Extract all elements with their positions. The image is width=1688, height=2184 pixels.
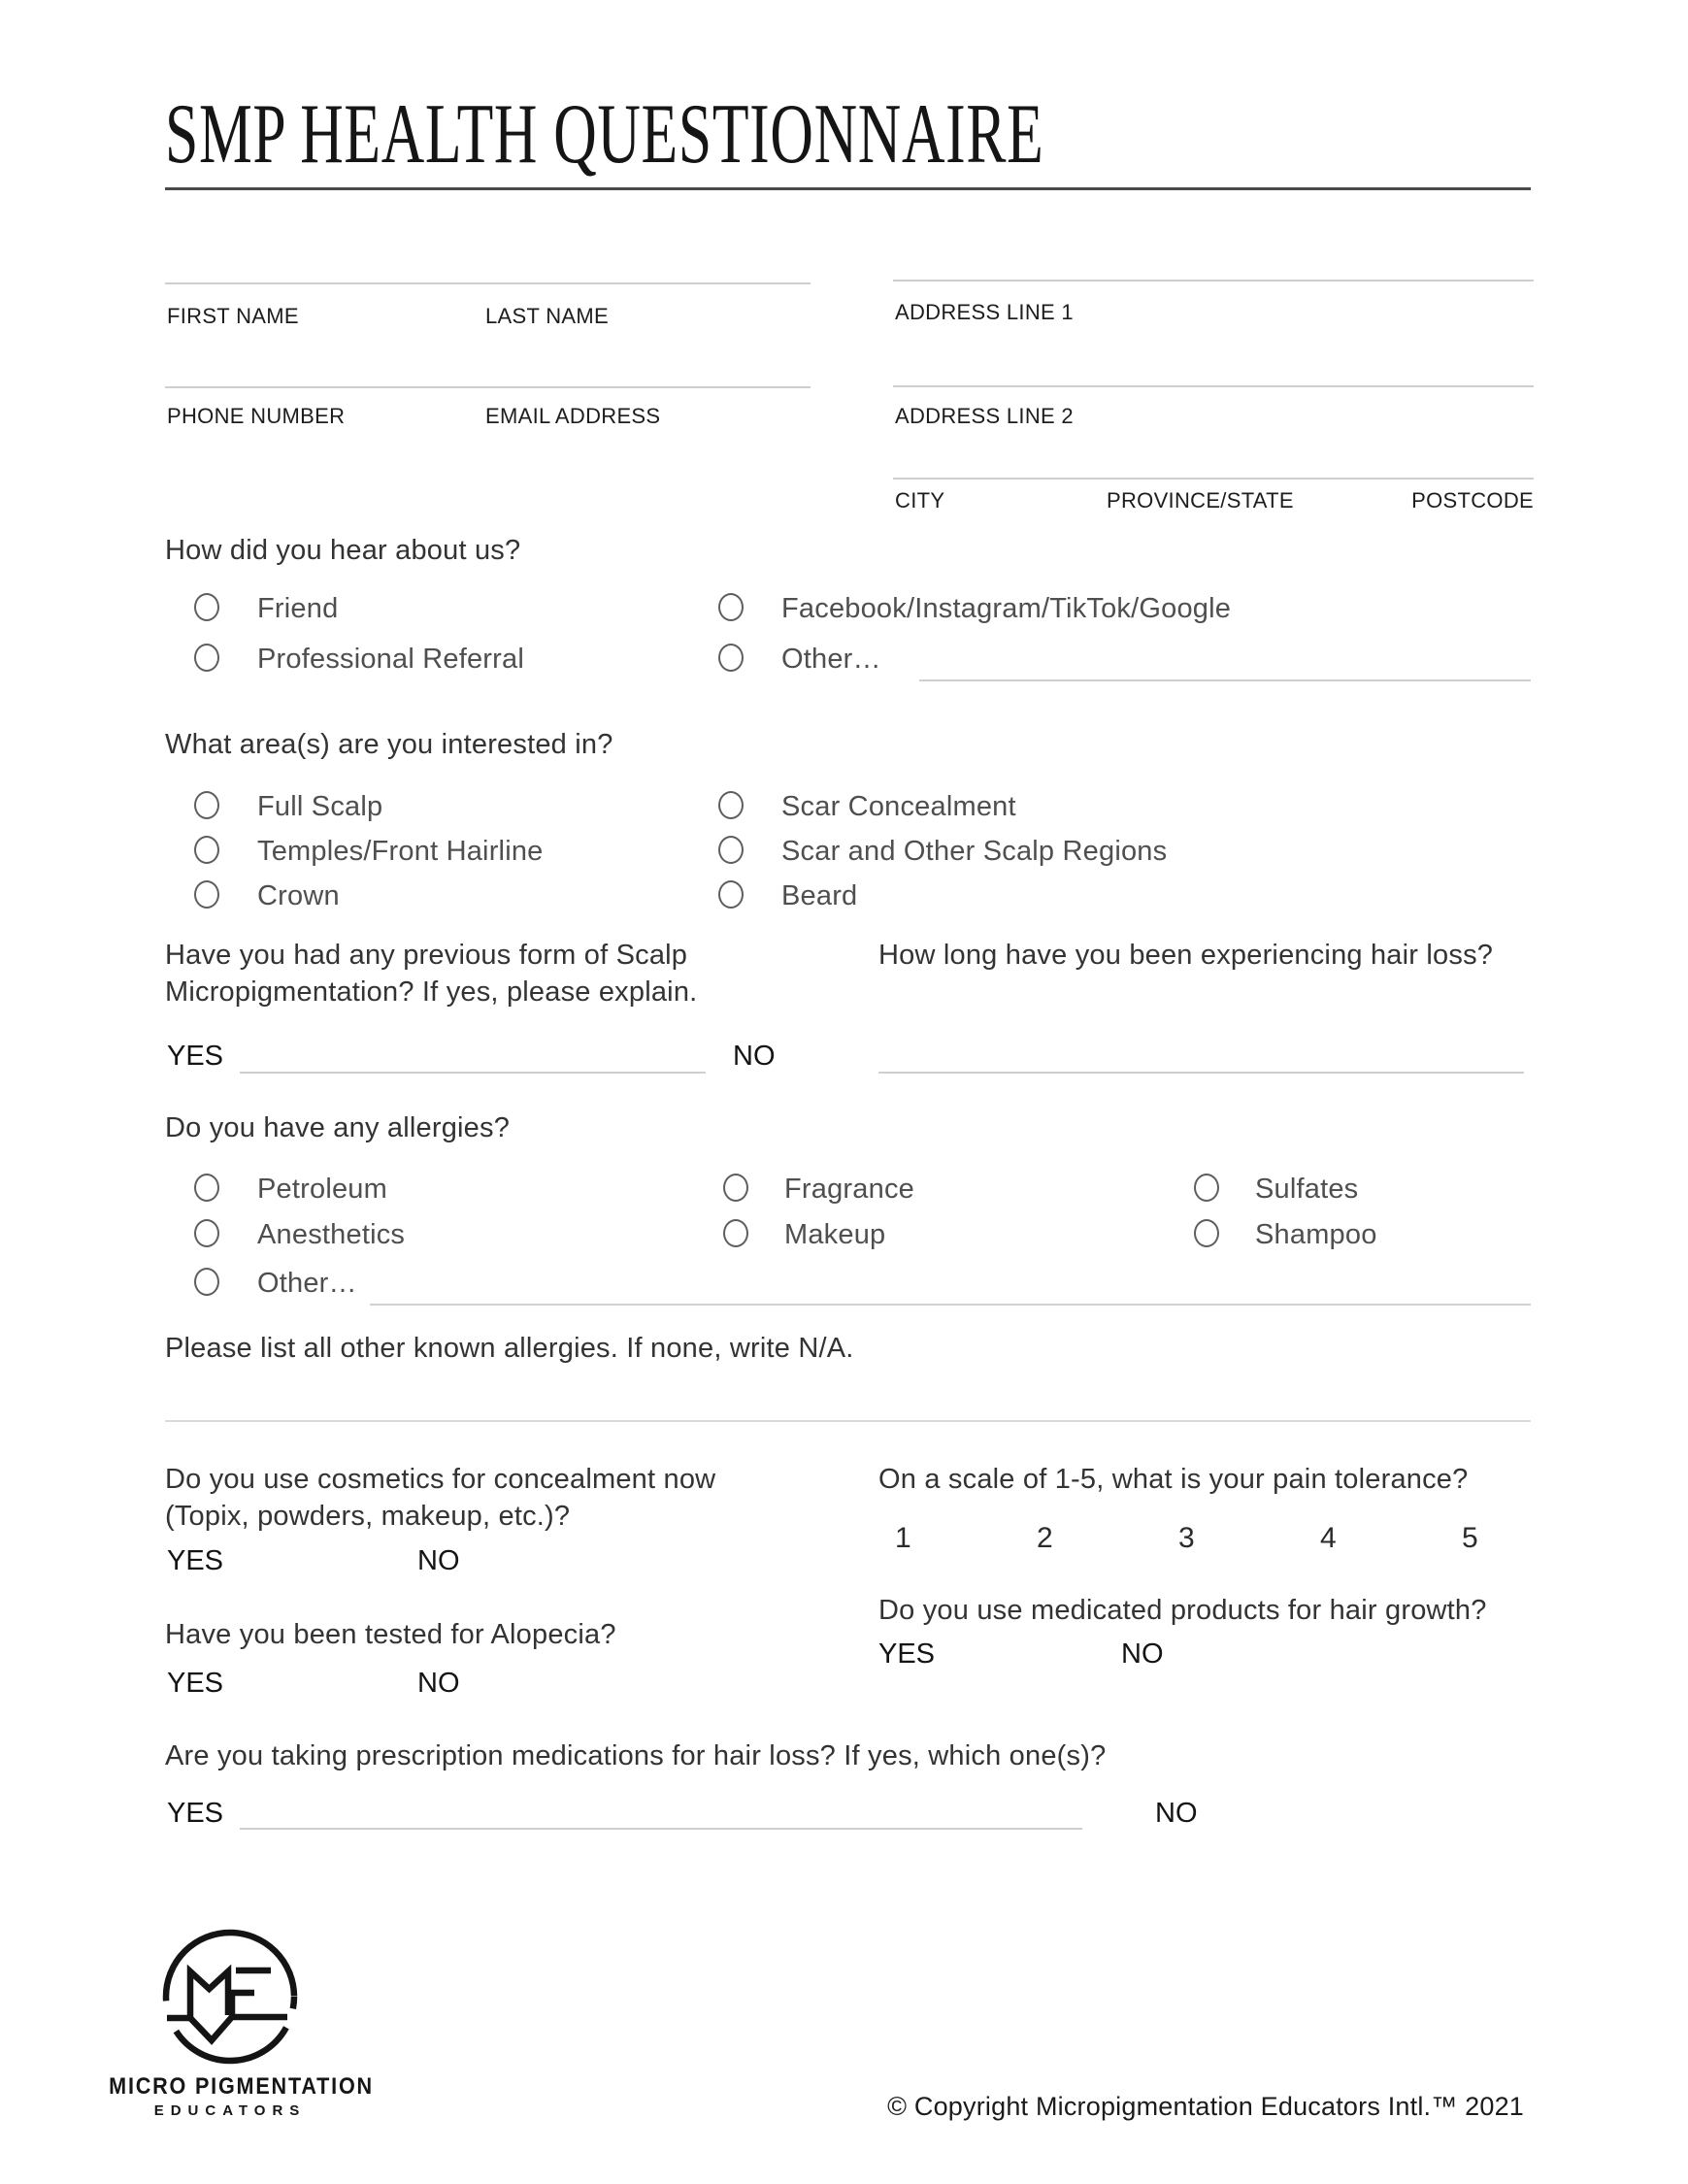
hear-option-professional-referral-label: Professional Referral [257,644,524,675]
allergy-other-input-line[interactable] [370,1304,1531,1306]
area-option-scar-concealment[interactable] [718,791,744,819]
cosmetics-yes[interactable]: YES [167,1545,224,1576]
allergy-option-makeup[interactable] [723,1219,748,1247]
hear-option-other[interactable] [718,644,744,672]
area-option-scar-concealment-label: Scar Concealment [781,791,1016,822]
radio-icon[interactable] [1194,1219,1219,1247]
allergy-option-fragrance-label: Fragrance [784,1174,914,1205]
me-monogram-icon [160,1925,306,2070]
pain-question: On a scale of 1-5, what is your pain tolerance? [878,1464,1469,1495]
prescription-input-line[interactable] [240,1828,1082,1830]
alopecia-no[interactable]: NO [417,1668,460,1699]
previous-smp-explain-input-line[interactable] [240,1072,706,1074]
postcode-label: POSTCODE [1411,488,1534,513]
medicated-no[interactable]: NO [1121,1638,1164,1670]
hair-loss-input-line[interactable] [878,1072,1524,1074]
address2-label: ADDRESS LINE 2 [895,404,1074,428]
previous-smp-question: Have you had any previous form of Scalp Micropigmentation? If yes, please explain. [165,940,698,1008]
pain-scale-1[interactable]: 1 [895,1522,911,1554]
prescription-yes[interactable]: YES [167,1798,224,1829]
area-option-temples-label: Temples/Front Hairline [257,836,544,867]
pain-scale-5[interactable]: 5 [1462,1522,1478,1554]
allergies-question: Do you have any allergies? [165,1112,511,1143]
first-name-label: FIRST NAME [167,304,299,328]
areas-question: What area(s) are you interested in? [165,729,613,760]
brand-name: MICRO PIGMENTATION [109,2073,374,2100]
copyright-notice: © Copyright Micropigmentation Educators Intl.™ 2021 [887,2092,1524,2121]
hear-option-friend[interactable] [194,593,219,621]
city-province-postcode-input-line[interactable] [893,478,1534,480]
pain-scale-2[interactable]: 2 [1037,1522,1053,1554]
area-option-scar-other-label: Scar and Other Scalp Regions [781,836,1168,867]
area-option-temples[interactable] [194,836,219,864]
address1-input-line[interactable] [893,280,1534,281]
brand-logo [160,1925,306,2070]
page-title: SMP HEALTH QUESTIONNAIRE [165,87,1044,182]
brand-subtitle: EDUCATORS [153,2102,307,2119]
radio-icon[interactable] [194,880,219,909]
hear-option-professional-referral[interactable] [194,644,219,672]
radio-icon[interactable] [194,1174,219,1202]
radio-icon[interactable] [194,593,219,621]
radio-icon[interactable] [718,593,744,621]
radio-icon[interactable] [1194,1174,1219,1202]
hear-option-other-label: Other… [781,644,881,675]
allergy-list-input-line[interactable] [165,1420,1531,1422]
allergy-option-petroleum-label: Petroleum [257,1174,387,1205]
allergy-option-makeup-label: Makeup [784,1219,886,1250]
radio-icon[interactable] [718,791,744,819]
cosmetics-no[interactable]: NO [417,1545,460,1576]
allergy-option-other-label: Other… [257,1268,357,1299]
area-option-beard-label: Beard [781,880,858,911]
radio-icon[interactable] [194,644,219,672]
radio-icon[interactable] [194,1268,219,1296]
address1-label: ADDRESS LINE 1 [895,300,1074,324]
radio-icon[interactable] [723,1174,748,1202]
previous-smp-yes[interactable]: YES [167,1041,224,1072]
allergy-option-other[interactable] [194,1268,219,1296]
area-option-crown[interactable] [194,880,219,909]
alopecia-question: Have you been tested for Alopecia? [165,1619,616,1650]
radio-icon[interactable] [194,836,219,864]
radio-icon[interactable] [194,1219,219,1247]
medicated-yes[interactable]: YES [878,1638,936,1670]
area-option-beard[interactable] [718,880,744,909]
alopecia-yes[interactable]: YES [167,1668,224,1699]
radio-icon[interactable] [723,1219,748,1247]
radio-icon[interactable] [194,791,219,819]
cosmetics-question: Do you use cosmetics for concealment now (Topix, powders, makeup, etc.)? [165,1464,716,1532]
prescription-question: Are you taking prescription medications for hair loss? If yes, which one(s)? [165,1740,1107,1771]
allergy-option-fragrance[interactable] [723,1174,748,1202]
prescription-no[interactable]: NO [1155,1798,1198,1829]
phone-email-input-line[interactable] [165,386,811,388]
hear-option-social-label: Facebook/Instagram/TikTok/Google [781,593,1232,624]
allergy-option-shampoo-label: Shampoo [1255,1219,1377,1250]
radio-icon[interactable] [718,644,744,672]
previous-smp-no[interactable]: NO [733,1041,776,1072]
last-name-label: LAST NAME [485,304,609,328]
medicated-question: Do you use medicated products for hair growth? [878,1595,1487,1626]
allergy-option-sulfates[interactable] [1194,1174,1219,1202]
province-state-label: PROVINCE/STATE [1107,488,1294,513]
allergy-option-petroleum[interactable] [194,1174,219,1202]
city-label: CITY [895,488,945,513]
allergy-option-anesthetics-label: Anesthetics [257,1219,406,1250]
phone-number-label: PHONE NUMBER [167,404,346,428]
allergy-option-sulfates-label: Sulfates [1255,1174,1359,1205]
area-option-crown-label: Crown [257,880,340,911]
address2-input-line[interactable] [893,385,1534,387]
title-divider [165,187,1531,190]
area-option-scar-other[interactable] [718,836,744,864]
hair-loss-question: How long have you been experiencing hair loss? [878,940,1494,971]
radio-icon[interactable] [718,836,744,864]
allergy-option-anesthetics[interactable] [194,1219,219,1247]
radio-icon[interactable] [718,880,744,909]
pain-scale-4[interactable]: 4 [1320,1522,1337,1554]
pain-scale-3[interactable]: 3 [1178,1522,1195,1554]
allergy-list-prompt: Please list all other known allergies. If none, write N/A. [165,1333,854,1364]
allergy-option-shampoo[interactable] [1194,1219,1219,1247]
first-last-name-input-line[interactable] [165,282,811,284]
hear-option-social[interactable] [718,593,744,621]
area-option-full-scalp-label: Full Scalp [257,791,383,822]
hear-other-input-line[interactable] [919,679,1531,681]
hear-option-friend-label: Friend [257,593,339,624]
hear-question: How did you hear about us? [165,535,521,566]
email-address-label: EMAIL ADDRESS [485,404,661,428]
area-option-full-scalp[interactable] [194,791,219,819]
